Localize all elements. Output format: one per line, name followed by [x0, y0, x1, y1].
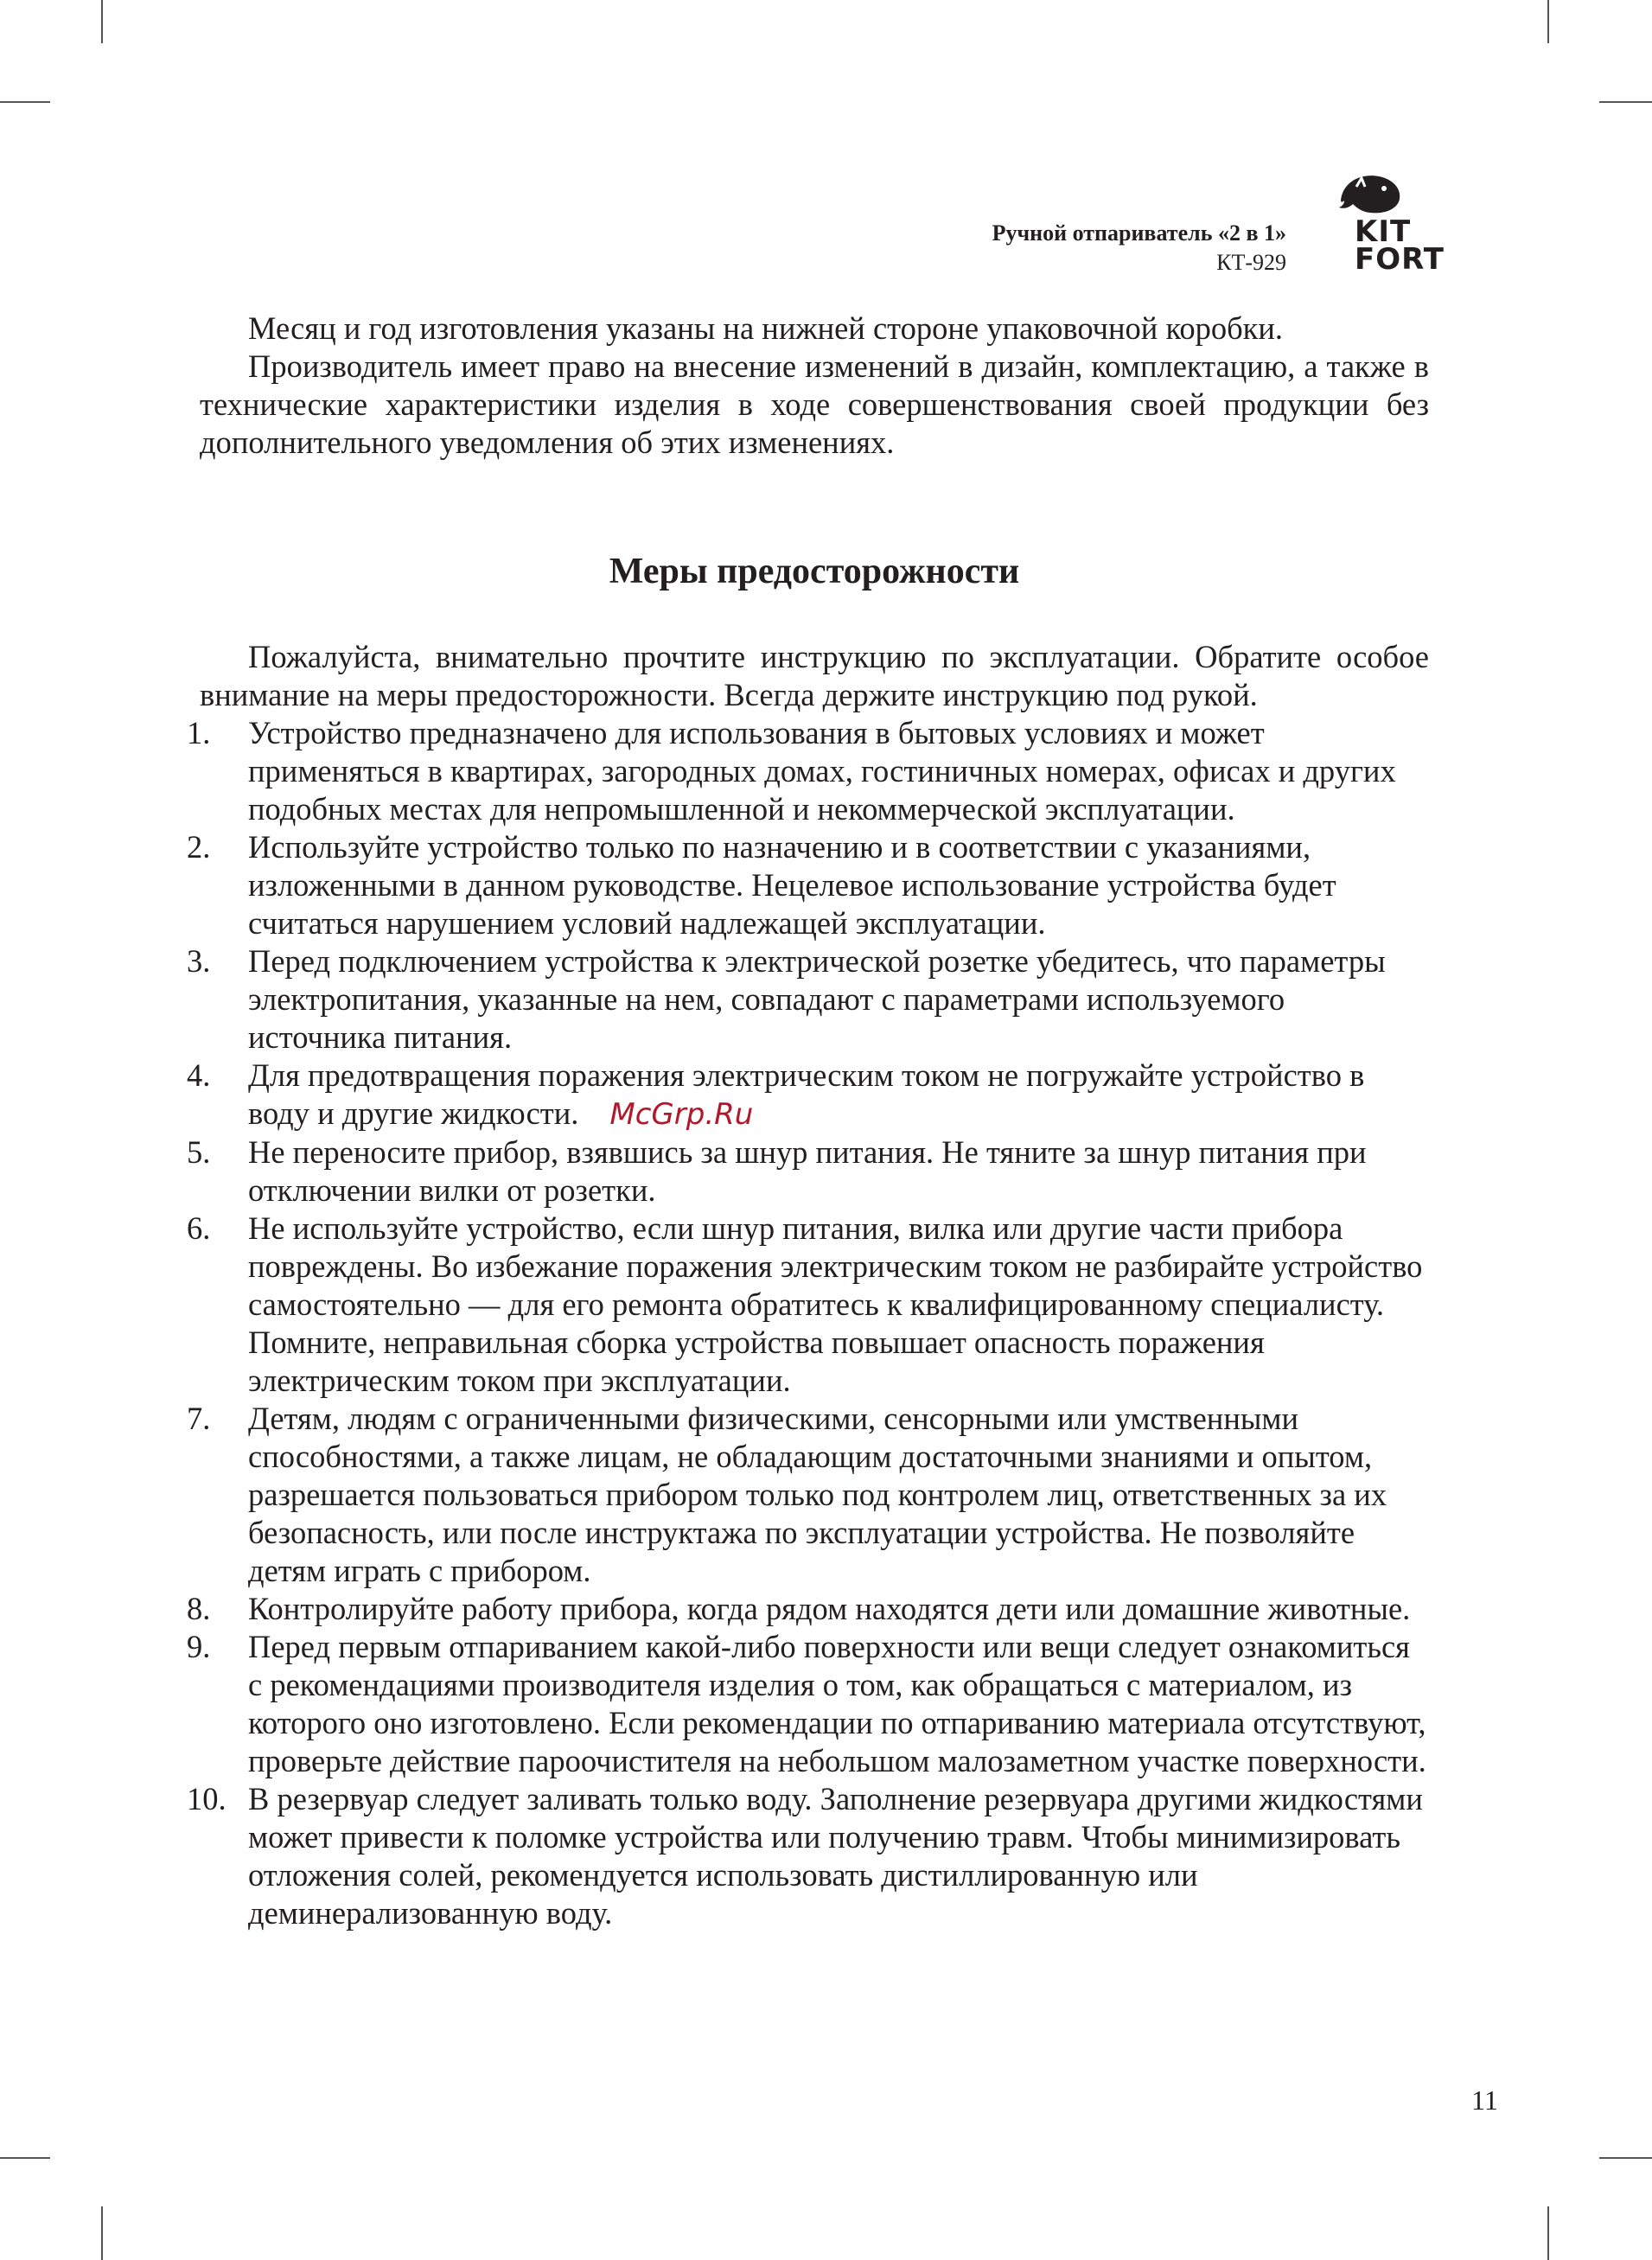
item-text: Устройство предназначено для использования в бытовых условиях и может применяться в квартирах, загородных домах, гостиничных номерах, офисах и других подобных местах для непромышленной и некоммерческой эксплуатации.	[248, 715, 1396, 827]
running-header	[992, 219, 1286, 278]
crop-mark	[1599, 2157, 1652, 2159]
list-item	[187, 1210, 1429, 1400]
page-content	[187, 310, 1429, 1932]
item-number: 3.	[187, 943, 211, 979]
crop-mark	[101, 0, 103, 43]
item-number: 5.	[187, 1134, 211, 1170]
crop-mark	[1599, 101, 1652, 103]
list-item	[187, 714, 1429, 828]
list-item	[187, 1400, 1429, 1590]
crop-mark	[101, 2206, 103, 2260]
item-number: 9.	[187, 1629, 211, 1664]
page-number: 11	[1471, 2084, 1498, 2116]
intro-paragraph: Производитель имеет право на внесение изменений в дизайн, комплектацию, а также в технические характеристики изделия в ходе совершенствования своей продукции без дополнительного уведомления об этих изменениях.	[200, 348, 1429, 460]
item-text: Перед первым отпариванием какой-либо поверхности или вещи следует ознакомиться с рекомендациями производителя изделия о том, как обращаться с материалом, из которого оно изготовлено. Если рекомендации по отпариванию материала отсутствуют, проверьте действие пароочистителя на небольшом малозаметном участке поверхности.	[248, 1629, 1426, 1778]
crop-mark	[1547, 2206, 1549, 2260]
section-title: Меры предосторожности	[609, 552, 1020, 591]
precautions-list	[187, 714, 1429, 1932]
logo-line-kit: KIT	[1355, 214, 1412, 249]
logo-line-fort: FORT	[1355, 242, 1445, 277]
kitfort-whale-icon	[1336, 169, 1405, 218]
item-text: Используйте устройство только по назначению и в соответствии с указаниями, изложенными в данном руководстве. Нецелевое использование устройства будет считаться нарушением условий надлежащей эксплуатации.	[248, 829, 1336, 941]
item-number: 2.	[187, 829, 211, 865]
list-item	[187, 1780, 1429, 1932]
header-model: КТ-929	[1216, 250, 1286, 275]
crop-mark	[0, 2157, 50, 2159]
intro-paragraph: Месяц и год изготовления указаны на нижней стороне упаковочной коробки.	[248, 310, 1284, 346]
list-item	[187, 942, 1429, 1057]
item-text: Не используйте устройство, если шнур питания, вилка или другие части прибора повреждены. Во избежание поражения электрическим током не разбирайте устройство самостоятельно — для его ремонта обратитесь к квалифицированному специалисту. Помните, неправильная сборка устройства повышает опасность поражения электрическим током при эксплуатации.	[248, 1210, 1423, 1398]
item-number: 6.	[187, 1210, 211, 1246]
section-lead: Пожалуйста, внимательно прочтите инструкцию по эксплуатации. Обратите особое внимание на меры предосторожности. Всегда держите инструкцию под рукой.	[200, 639, 1429, 712]
crop-mark	[0, 101, 50, 103]
crop-mark	[1547, 0, 1549, 43]
item-text: Не переносите прибор, взявшись за шнур питания. Не тяните за шнур питания при отключении вилки от розетки.	[248, 1134, 1367, 1208]
list-item	[187, 1590, 1429, 1628]
item-number: 8.	[187, 1591, 211, 1626]
list-item	[187, 1057, 1429, 1133]
watermark-text: McGrp.Ru	[609, 1097, 754, 1132]
list-item	[187, 1133, 1429, 1210]
list-item	[187, 1628, 1429, 1780]
item-number: 1.	[187, 715, 211, 750]
item-text: Контролируйте работу прибора, когда рядом находятся дети или домашние животные.	[248, 1591, 1411, 1626]
item-number: 4.	[187, 1057, 211, 1093]
item-text: Перед подключением устройства к электрической розетке убедитесь, что параметры электропитания, указанные на нем, совпадают с параметрами используемого источника питания.	[248, 943, 1386, 1055]
list-item	[187, 828, 1429, 942]
brand-logo	[1318, 169, 1445, 277]
item-number: 10.	[187, 1781, 226, 1816]
item-text: Детям, людям с ограниченными физическими, сенсорными или умственными способностями, а также лицам, не обладающим достаточными знаниями и опытом, разрешается пользоваться прибором только под контролем лиц, ответственных за их безопасность, или после инструктажа по эксплуатации устройства. Не позволяйте детям играть с прибором.	[248, 1401, 1387, 1588]
header-title: Ручной отпариватель «2 в 1»	[992, 220, 1286, 246]
item-number: 7.	[187, 1401, 211, 1436]
item-text: Для предотвращения поражения электрическим током не погружайте устройство в воду и другие жидкости.	[248, 1057, 1365, 1131]
item-text: В резервуар следует заливать только воду. Заполнение резервуара другими жидкостями может привести к поломке устройства или получению травм. Чтобы минимизировать отложения солей, рекомендуется использовать дистиллированную или деминерализованную воду.	[248, 1781, 1423, 1931]
